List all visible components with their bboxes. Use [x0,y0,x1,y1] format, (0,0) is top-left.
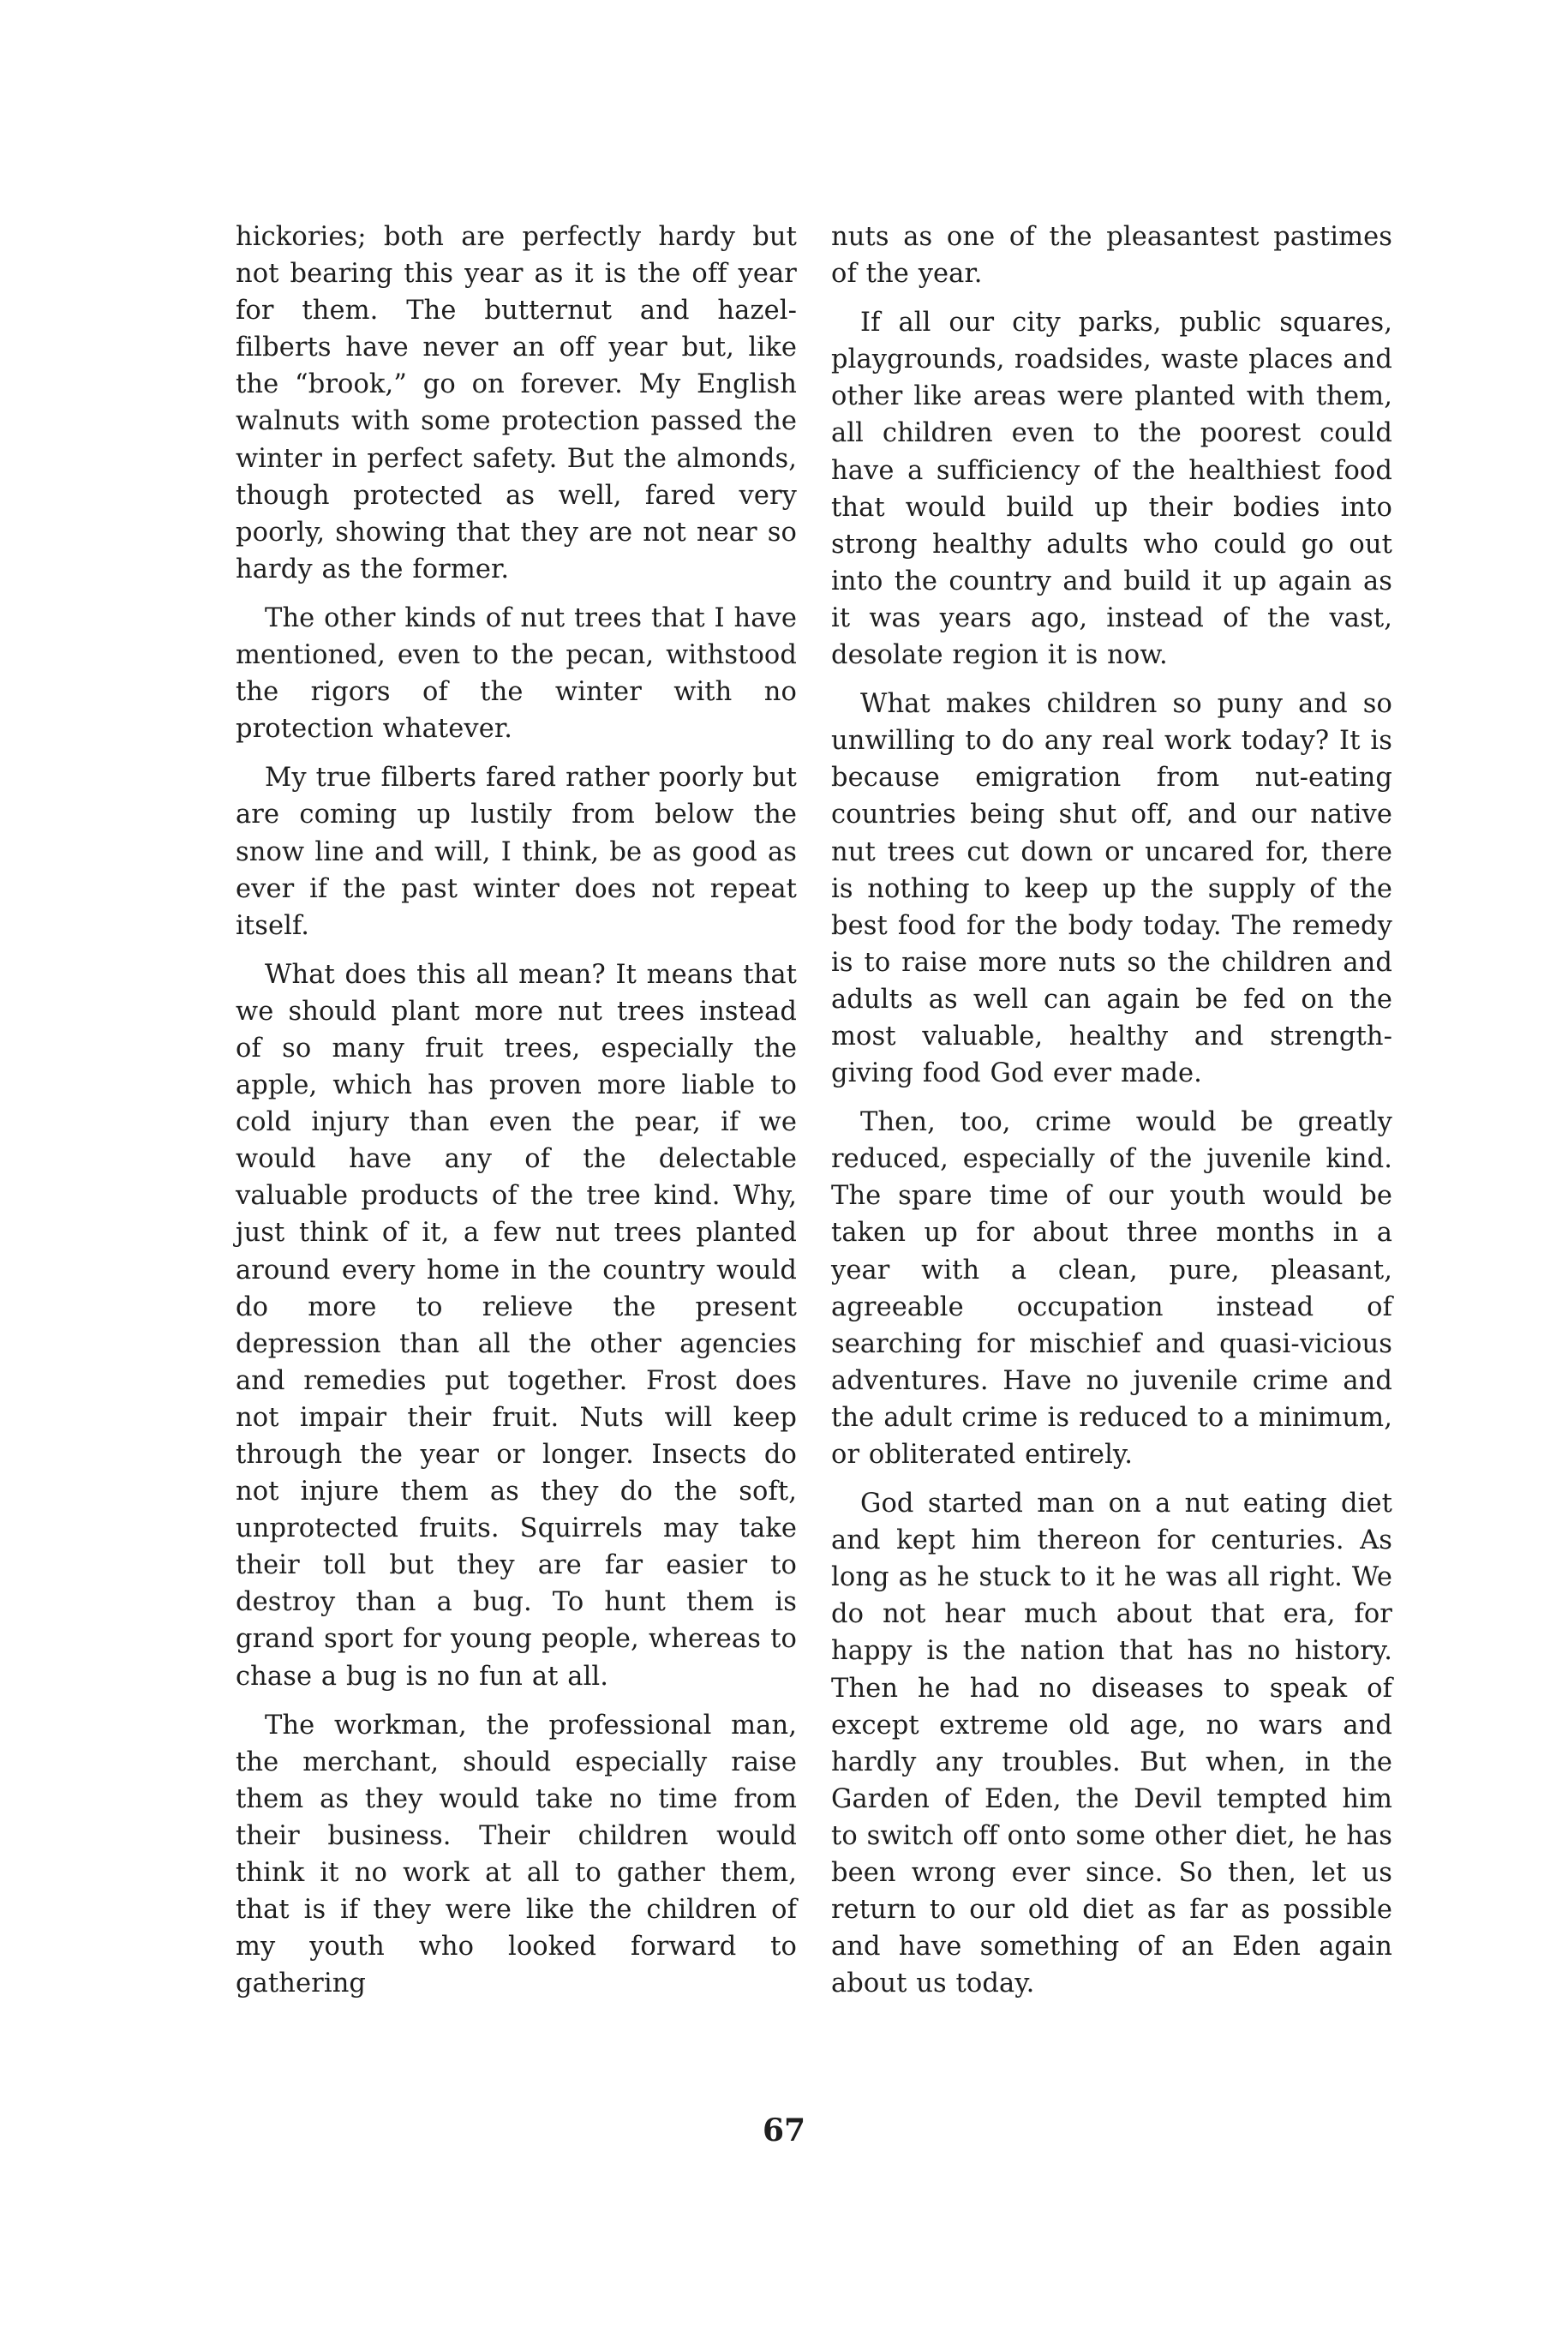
right-text-column [831,219,1392,2014]
left-text-column [236,219,797,2014]
paragraph: If all our city parks, public squares, playgrounds, roadsides, waste places and other like areas were planted with them, all children even to the poorest could have a sufficiency of the healthiest food that would build up their bodies into strong healthy adults who could go out into the country and build it up again as it was years ago, instead of the vast, desolate region it is now. [831,308,1392,671]
paragraph: What does this all mean? It means that we should plant more nut trees instead of so many fruit trees, especially the apple, which has proven more liable to cold injury than even the pear, if we would have any of the delectable valuable products of the tree kind. Why, just think of it, a few nut trees planted around every home in the country would do more to relieve the present depression than all the other agencies and remedies put together. Frost does not impair their fruit. Nuts will keep through the year or longer. Insects do not injure them as they do the soft, unprotected fruits. Squirrels may take their toll but they are far easier to destroy than a bug. To hunt them is grand sport for young people, whereas to chase a bug is no fun at all. [236,959,797,1692]
paragraph: nuts as one of the pleasantest pastimes of the year. [831,222,1392,290]
paragraph: The other kinds of nut trees that I have mentioned, even to the pecan, withstood the rigors of the winter with no protection whatever. [236,602,797,745]
paragraph: God started man on a nut eating diet and kept him thereon for centuries. As long as he stuck to it he was all right. We do not hear much about that era, for happy is the nation that has no history. Then he had no diseases to speak of except extreme old age, no wars and hardly any troubles. But when, in the Garden of Eden, the Devil tempted him to switch off onto some other diet, he has been wrong ever since. So then, let us return to our old diet as far as possible and have something of an Eden again about us today. [831,1489,1392,1999]
paragraph: The workman, the professional man, the merchant, should especially raise them as they would take no time from their business. Their children would think it no work at all to gather them, that is if they were like the children of my youth who looked forward to gathering [236,1710,797,1999]
paragraph: hickories; both are perfectly hardy but not bearing this year as it is the off year for them. The butternut and hazel-filberts have never an off year but, like the “brook,” go on forever. My English walnuts with some protection passed the winter in perfect safety. But the almonds, though protected as well, fared very poorly, showing that they are not near so hardy as the former. [236,222,797,584]
paragraph: Then, too, crime would be greatly reduced, especially of the juvenile kind. The spare time of our youth would be taken up for about three months in a year with a clean, pure, pleasant, agreeable occupation instead of searching for mischief and quasi-vicious adventures. Have no juvenile crime and the adult crime is reduced to a minimum, or obliterated entirely. [831,1107,1392,1470]
page-number: 67 [762,2112,806,2148]
paragraph: My true filberts fared rather poorly but are coming up lustily from below the snow line and will, I think, be as good as ever if the past winter does not repeat itself. [236,763,797,941]
paragraph: What makes children so puny and so unwilling to do any real work today? It is because emigration from nut-eating countries being shut off, and our native nut trees cut down or uncared for, there is nothing to keep up the supply of the best food for the body today. The remedy is to raise more nuts so the children and adults as well can again be fed on the most valuable, healthy and strength-giving food God ever made. [831,689,1392,1089]
